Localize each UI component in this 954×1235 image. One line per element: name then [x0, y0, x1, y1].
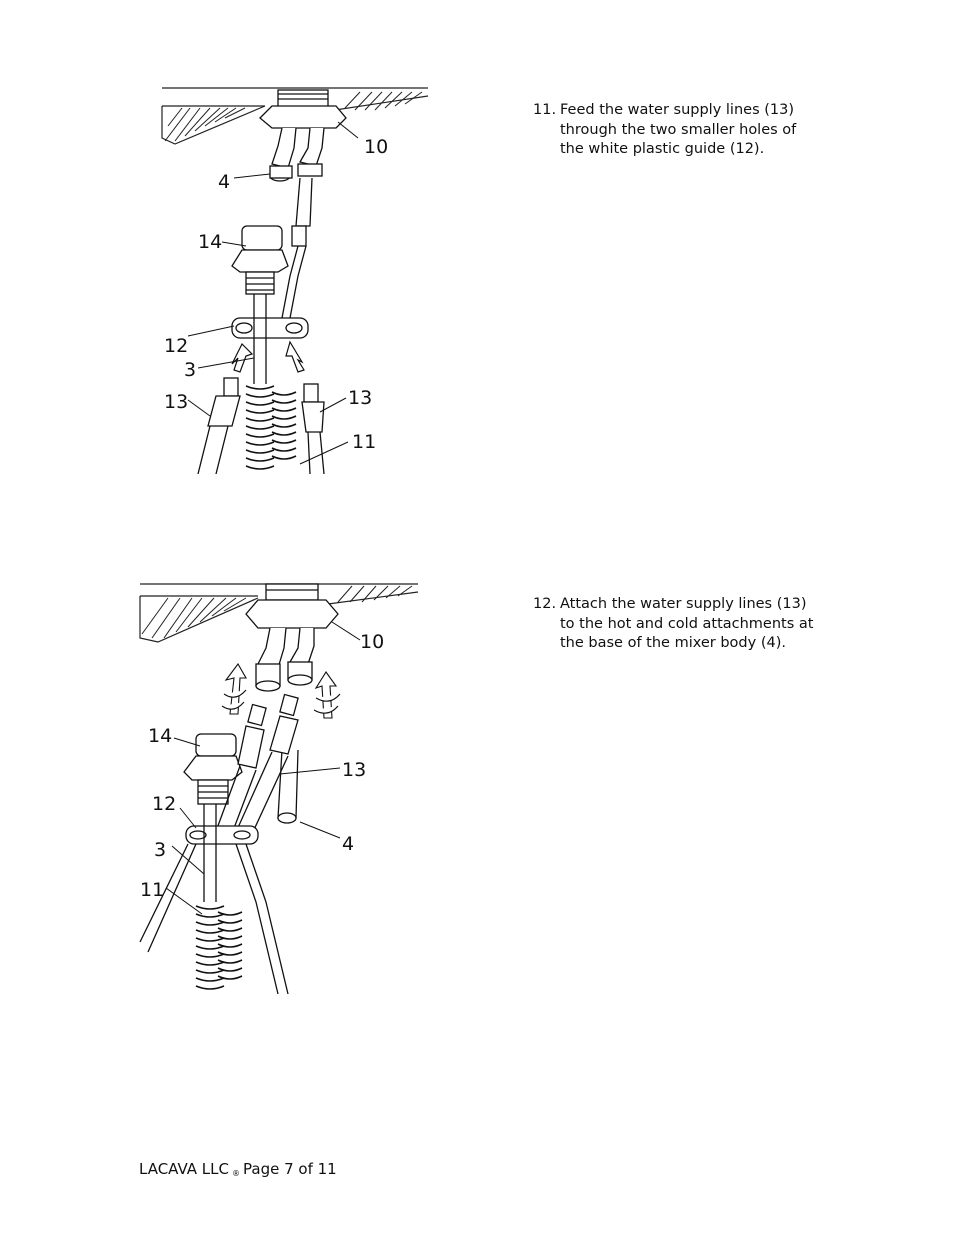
valve-14 [184, 734, 242, 804]
plastic-guide-12 [232, 318, 308, 338]
supply-lines-13 [198, 378, 324, 474]
step-12-diagram [138, 582, 420, 994]
mounting-nut [260, 90, 346, 128]
label-4: 4 [218, 171, 231, 193]
hoses-down [140, 844, 288, 994]
coiled-hose-11 [196, 906, 242, 989]
step-12-diagram-svg [138, 582, 420, 994]
step-11-number: 11. [533, 102, 557, 118]
label-12: 12 [152, 793, 177, 815]
label-3: 3 [184, 359, 197, 381]
label-11: 11 [352, 431, 377, 453]
step-12-text: Attach the water supply lines (13) to the hot and cold attachments at the base of the mixer body (4). [560, 596, 814, 651]
label-10: 10 [364, 136, 389, 158]
step-11-text: Feed the water supply lines (13) through the two smaller holes of the white plastic guide (12). [560, 102, 797, 157]
label-4: 4 [342, 833, 355, 855]
valve-14 [232, 226, 288, 294]
step-11-diagram [160, 86, 430, 474]
coiled-hose-11 [246, 386, 296, 469]
label-13-right: 13 [348, 387, 373, 409]
label-14: 14 [148, 725, 173, 747]
step-11 [533, 101, 823, 160]
company-name: LACAVA LLC [139, 1160, 229, 1178]
center-tube-3 [254, 294, 266, 384]
label-13: 13 [342, 759, 367, 781]
label-10: 10 [360, 631, 385, 653]
registered-mark: ® [232, 1169, 240, 1178]
label-3: 3 [154, 839, 167, 861]
label-13-left: 13 [164, 391, 189, 413]
step-12 [533, 595, 823, 654]
step-12-number: 12. [533, 596, 557, 612]
insert-arrows [232, 342, 304, 372]
page-number: Page 7 of 11 [243, 1160, 337, 1178]
label-12: 12 [164, 335, 189, 357]
step-11-diagram-svg [160, 86, 430, 474]
label-11: 11 [140, 879, 165, 901]
label-14: 14 [198, 231, 223, 253]
center-tube-3 [204, 804, 216, 902]
mounting-nut [246, 584, 338, 628]
page-footer [139, 1160, 337, 1178]
plastic-guide-12 [186, 826, 258, 844]
